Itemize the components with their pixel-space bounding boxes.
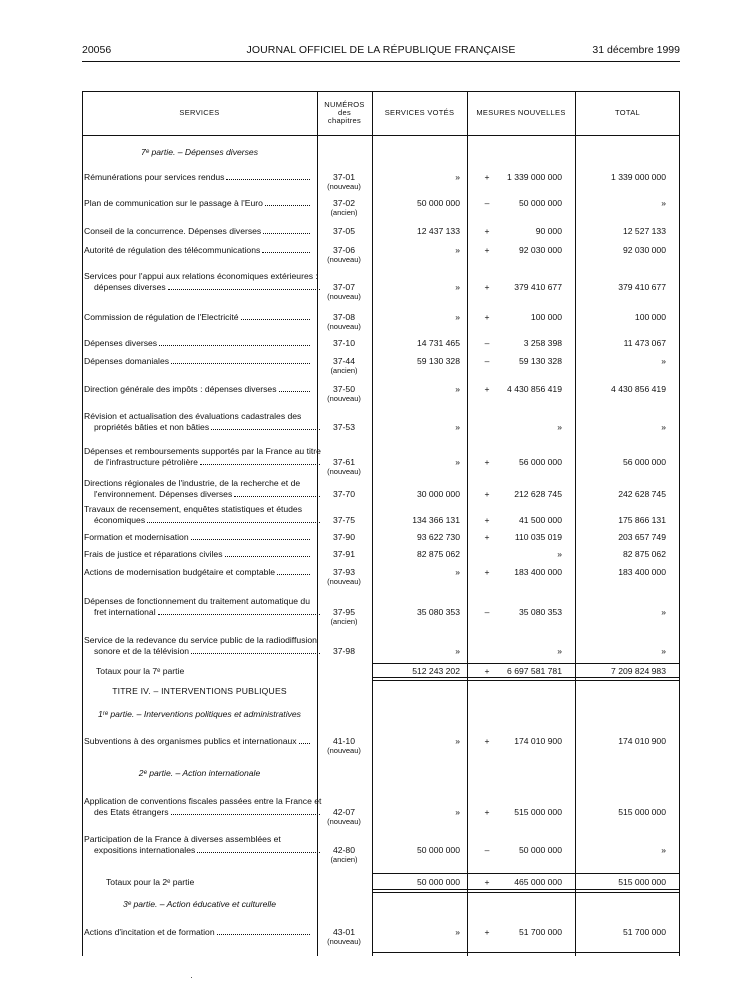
row-label: Dépenses de fonctionnement du traitement automatique du fret international xyxy=(84,596,310,617)
mesures-sign: – xyxy=(484,198,490,208)
row-label-cell xyxy=(84,504,324,526)
chapter-number: 37-90 xyxy=(333,532,355,542)
dot-leader xyxy=(241,313,311,320)
mesures-nouvelles-value: 1 339 000 000 xyxy=(507,172,562,182)
dot-leader xyxy=(277,568,310,575)
row-label: Actions de modernisation budgétaire et comptable xyxy=(84,567,276,577)
chapter-number: 37-53 xyxy=(333,422,355,432)
chapter-status: (nouveau) xyxy=(327,817,361,826)
total-rule xyxy=(467,663,575,664)
total-value: » xyxy=(661,422,666,432)
mesures-nouvelles-value: 183 400 000 xyxy=(514,567,562,577)
mesures-sign: + xyxy=(484,226,490,236)
total-value: 379 410 677 xyxy=(618,282,666,292)
dot-leader xyxy=(262,246,310,253)
total-value: 12 527 133 xyxy=(622,226,666,236)
dot-leader xyxy=(168,283,320,290)
chapter-status: (nouveau) xyxy=(327,394,361,403)
chapter-number: 42-07 xyxy=(333,807,355,817)
services-votes-value: 12 437 133 xyxy=(416,226,460,236)
chapter-number: 37-95 xyxy=(333,607,355,617)
services-votes-value: » xyxy=(455,172,460,182)
row-label-cell xyxy=(84,834,324,856)
chapter-number: 37-02 xyxy=(333,198,355,208)
row-label: Participation de la France à diverses assemblées et expositions internationales xyxy=(84,834,281,855)
column-header-services: SERVICES xyxy=(179,108,220,117)
chapter-status: (nouveau) xyxy=(327,577,361,586)
chapter-number-cell xyxy=(319,489,369,499)
mesures-nouvelles-value: 3 258 398 xyxy=(523,338,562,348)
chapter-status: (nouveau) xyxy=(327,746,361,755)
mesures-nouvelles-value: 50 000 000 xyxy=(518,198,562,208)
services-votes-value: » xyxy=(455,736,460,746)
mesures-nouvelles-value: 212 628 745 xyxy=(514,489,562,499)
services-votes-value: 14 731 465 xyxy=(416,338,460,348)
row-label-cell xyxy=(84,567,314,578)
total-value: » xyxy=(661,356,666,366)
total-votes: 512 243 202 xyxy=(412,666,460,676)
row-label: Formation et modernisation xyxy=(84,532,189,542)
total-label: Totaux pour la 7ᵉ partie xyxy=(96,666,185,676)
section-heading: 3ᵉ partie. – Action éducative et culturelle xyxy=(122,899,276,909)
services-votes-value: » xyxy=(455,927,460,937)
services-votes-value: » xyxy=(455,312,460,322)
total-value: » xyxy=(661,198,666,208)
dot-leader xyxy=(234,490,320,497)
chapter-number: 37-93 xyxy=(333,567,355,577)
row-label: Dépenses domaniales xyxy=(84,356,170,366)
chapter-status: (nouveau) xyxy=(327,467,361,476)
chapter-number-cell xyxy=(319,532,369,542)
total-value: 51 700 000 xyxy=(622,927,666,937)
total-value: 82 875 062 xyxy=(622,549,666,559)
chapter-status: (nouveau) xyxy=(327,255,361,264)
row-label: Rémunérations pour services rendus xyxy=(84,172,225,182)
total-rule xyxy=(372,663,467,664)
services-votes-value: 35 080 353 xyxy=(416,607,460,617)
section-heading: 2ᵉ partie. – Action internationale xyxy=(138,768,261,778)
total-value: » xyxy=(661,646,666,656)
dot-leader xyxy=(279,385,310,392)
dot-leader xyxy=(265,199,310,206)
row-label: Autorité de régulation des télécommunications xyxy=(84,245,261,255)
chapter-number-cell xyxy=(319,384,369,404)
services-votes-value: 30 000 000 xyxy=(416,489,460,499)
mesures-nouvelles-value: » xyxy=(557,422,562,432)
dot-leader xyxy=(299,737,310,744)
dot-leader xyxy=(200,458,320,465)
row-label: Plan de communication sur le passage à l'Euro xyxy=(84,198,263,208)
row-label-cell xyxy=(84,245,314,256)
mesures-sign: – xyxy=(484,845,490,855)
chapter-status: (ancien) xyxy=(330,855,358,864)
chapter-number: 42-80 xyxy=(333,845,355,855)
services-votes-value: » xyxy=(455,384,460,394)
chapter-number-cell xyxy=(319,845,369,865)
mesures-sign: + xyxy=(484,567,490,577)
chapter-number-cell xyxy=(319,567,369,587)
chapter-number-cell xyxy=(319,172,369,192)
dot-leader xyxy=(191,533,310,540)
dot-leader xyxy=(211,423,320,430)
mesures-sign: – xyxy=(484,607,490,617)
row-label-cell xyxy=(84,312,314,323)
chapter-number-cell xyxy=(319,282,369,302)
total-value: 92 030 000 xyxy=(622,245,666,255)
chapter-number: 37-10 xyxy=(333,338,355,348)
row-label-cell xyxy=(84,271,324,293)
header-rule xyxy=(82,61,680,62)
dot-leader xyxy=(171,357,310,364)
mesures-sign: + xyxy=(484,282,490,292)
row-label-cell xyxy=(84,927,314,938)
column-header-total: TOTAL xyxy=(615,108,640,117)
dot-leader xyxy=(225,550,310,557)
total-rule xyxy=(372,677,680,678)
row-label-cell xyxy=(84,411,324,433)
chapter-number-cell xyxy=(319,927,369,947)
chapter-number-cell xyxy=(319,245,369,265)
total-rule xyxy=(372,680,680,681)
chapter-number-cell xyxy=(319,646,369,656)
total-value: 203 657 749 xyxy=(618,532,666,542)
mesures-sign: + xyxy=(484,489,490,499)
mesures-nouvelles-value: 110 035 019 xyxy=(514,532,562,542)
row-label: Directions régionales de l'industrie, de la recherche et de l'environnement. Dépenses diverses xyxy=(84,478,301,499)
total-value: » xyxy=(661,845,666,855)
chapter-number: 37-75 xyxy=(333,515,355,525)
row-label: Commission de régulation de l'Electricité xyxy=(84,312,239,322)
mesures-nouvelles-value: 90 000 xyxy=(535,226,562,236)
chapter-number-cell xyxy=(319,807,369,827)
row-label-cell xyxy=(84,478,324,500)
mesures-nouvelles-value: 41 500 000 xyxy=(518,515,562,525)
column-divider xyxy=(575,91,576,956)
chapter-number-cell xyxy=(319,356,369,376)
chapter-number: 37-50 xyxy=(333,384,355,394)
dot-leader xyxy=(197,846,320,853)
dot-leader xyxy=(158,608,320,615)
chapter-number-cell xyxy=(319,422,369,432)
services-votes-value: 50 000 000 xyxy=(416,198,460,208)
journal-title: JOURNAL OFFICIEL DE LA RÉPUBLIQUE FRANÇAISE xyxy=(246,44,516,56)
row-label-cell xyxy=(84,796,324,818)
mesures-nouvelles-value: 100 000 xyxy=(530,312,562,322)
mesures-sign: + xyxy=(484,807,490,817)
services-votes-value: » xyxy=(455,807,460,817)
chapter-status: (ancien) xyxy=(330,208,358,217)
services-votes-value: » xyxy=(455,567,460,577)
total-value: 100 000 xyxy=(634,312,666,322)
header-row-rule xyxy=(82,135,680,136)
budget-table xyxy=(82,91,680,956)
row-label: Dépenses diverses xyxy=(84,338,158,348)
column-header-des: des xyxy=(338,108,351,117)
row-label: Conseil de la concurrence. Dépenses diverses xyxy=(84,226,262,236)
mesures-nouvelles-value: » xyxy=(557,549,562,559)
total-rule xyxy=(372,873,680,874)
mesures-nouvelles-value: 35 080 353 xyxy=(518,607,562,617)
total-total: 7 209 824 983 xyxy=(611,666,666,676)
row-label: Service de la redevance du service public de la radiodiffusion sonore et de la télévision xyxy=(84,635,317,656)
row-label: Révision et actualisation des évaluations cadastrales des propriétés bâties et non bâties xyxy=(84,411,302,432)
services-votes-value: 134 366 131 xyxy=(412,515,460,525)
row-label-cell xyxy=(84,736,314,747)
services-votes-value: » xyxy=(455,646,460,656)
chapter-number: 37-70 xyxy=(333,489,355,499)
column-divider xyxy=(467,91,468,956)
total-rule xyxy=(575,663,680,664)
total-value: 515 000 000 xyxy=(618,807,666,817)
chapter-number: 37-61 xyxy=(333,457,355,467)
row-label: Direction générale des impôts : dépenses diverses xyxy=(84,384,277,394)
row-label: Frais de justice et réparations civiles xyxy=(84,549,223,559)
chapter-number-cell xyxy=(319,312,369,332)
services-votes-value: 50 000 000 xyxy=(416,845,460,855)
mesures-nouvelles-value: 92 030 000 xyxy=(518,245,562,255)
dot-leader xyxy=(171,808,320,815)
chapter-status: (ancien) xyxy=(330,617,358,626)
total-value: 4 430 856 419 xyxy=(611,384,666,394)
total-value: 11 473 067 xyxy=(623,338,666,348)
row-label-cell xyxy=(84,338,314,349)
services-votes-value: 93 622 730 xyxy=(416,532,460,542)
total-votes: 50 000 000 xyxy=(416,877,460,887)
mesures-sign: + xyxy=(484,245,490,255)
chapter-number: 37-44 xyxy=(333,356,355,366)
total-value: 175 866 131 xyxy=(618,515,666,525)
total-value: » xyxy=(661,607,666,617)
row-label-cell xyxy=(84,635,324,657)
total-value: 183 400 000 xyxy=(618,567,666,577)
total-rule xyxy=(372,892,680,893)
row-label: Services pour l'appui aux relations économiques extérieures : dépenses diverses xyxy=(84,271,318,292)
total-mesures: 6 697 581 781 xyxy=(507,666,562,676)
row-label-cell xyxy=(84,596,324,618)
row-label-cell xyxy=(84,172,314,183)
mesures-sign: + xyxy=(484,172,490,182)
chapter-number: 37-98 xyxy=(333,646,355,656)
row-label-cell xyxy=(84,198,314,209)
chapter-number: 41-10 xyxy=(333,736,355,746)
mesures-nouvelles-value: 56 000 000 xyxy=(518,457,562,467)
row-label: Application de conventions fiscales passées entre la France et des Etats étrangers xyxy=(84,796,322,817)
chapter-status: (ancien) xyxy=(330,366,358,375)
chapter-number-cell xyxy=(319,736,369,756)
chapter-number: 43-01 xyxy=(333,927,355,937)
column-header-mesures: MESURES NOUVELLES xyxy=(476,108,566,117)
mesures-nouvelles-value: 51 700 000 xyxy=(518,927,562,937)
mesures-nouvelles-value: 379 410 677 xyxy=(514,282,562,292)
column-header-chapitres-label: chapitres xyxy=(327,116,362,125)
chapter-status: (nouveau) xyxy=(327,322,361,331)
row-label: Actions d'incitation et de formation xyxy=(84,927,215,937)
total-value: 1 339 000 000 xyxy=(611,172,666,182)
mesures-sign: + xyxy=(484,457,490,467)
chapter-number: 37-07 xyxy=(333,282,355,292)
dot-leader xyxy=(191,647,320,654)
services-votes-value: 82 875 062 xyxy=(416,549,460,559)
total-sign: + xyxy=(484,666,490,676)
mesures-sign: + xyxy=(484,312,490,322)
chapter-number-cell xyxy=(319,515,369,525)
mesures-sign: + xyxy=(484,384,490,394)
chapter-number: 37-08 xyxy=(333,312,355,322)
row-label-cell xyxy=(84,356,314,367)
services-votes-value: » xyxy=(455,245,460,255)
dot-leader xyxy=(263,227,310,234)
dot-leader xyxy=(217,928,310,935)
chapter-status: (nouveau) xyxy=(327,292,361,301)
row-label: Dépenses et remboursements supportés par la France au titre de l'infrastructure pétrolière xyxy=(84,446,321,467)
total-total: 515 000 000 xyxy=(618,877,666,887)
row-label-cell xyxy=(84,532,314,543)
bottom-rule xyxy=(372,952,680,953)
chapter-number-cell xyxy=(319,607,369,627)
row-label-cell xyxy=(84,384,314,395)
mesures-sign: – xyxy=(484,356,490,366)
scan-speck xyxy=(191,977,192,978)
total-sign: + xyxy=(484,877,490,887)
mesures-nouvelles-value: 59 130 328 xyxy=(518,356,562,366)
row-label: Subventions à des organismes publics et internationaux xyxy=(84,736,297,746)
total-rule xyxy=(372,889,680,890)
mesures-nouvelles-value: » xyxy=(557,646,562,656)
services-votes-value: 59 130 328 xyxy=(416,356,460,366)
services-votes-value: » xyxy=(455,422,460,432)
services-votes-value: » xyxy=(455,282,460,292)
chapter-number: 37-05 xyxy=(333,226,355,236)
row-label-cell xyxy=(84,549,314,560)
mesures-sign: + xyxy=(484,927,490,937)
chapter-number-cell xyxy=(319,198,369,218)
row-label-cell xyxy=(84,226,314,237)
mesures-sign: + xyxy=(484,515,490,525)
mesures-nouvelles-value: 174 010 900 xyxy=(514,736,562,746)
total-value: 242 628 745 xyxy=(618,489,666,499)
column-header-chapitres xyxy=(317,91,372,135)
page-header xyxy=(82,44,680,60)
mesures-nouvelles-value: 4 430 856 419 xyxy=(507,384,562,394)
total-mesures: 465 000 000 xyxy=(514,877,562,887)
chapter-number-cell xyxy=(319,549,369,559)
column-header-numeros: NUMÉROS xyxy=(324,100,365,109)
chapter-number-cell xyxy=(319,457,369,477)
chapter-status: (nouveau) xyxy=(327,937,361,946)
chapter-number: 37-06 xyxy=(333,245,355,255)
services-votes-value: » xyxy=(455,457,460,467)
column-header-votes: SERVICES VOTÉS xyxy=(384,108,455,117)
mesures-sign: + xyxy=(484,736,490,746)
publication-date: 31 décembre 1999 xyxy=(592,44,680,56)
mesures-nouvelles-value: 515 000 000 xyxy=(514,807,562,817)
total-value: 56 000 000 xyxy=(622,457,666,467)
dot-leader xyxy=(147,516,320,523)
chapter-number-cell xyxy=(319,226,369,236)
title-heading: TITRE IV. – INTERVENTIONS PUBLIQUES xyxy=(112,686,287,696)
total-value: 174 010 900 xyxy=(618,736,666,746)
section-heading: 7ᵉ partie. – Dépenses diverses xyxy=(140,147,259,157)
mesures-sign: – xyxy=(484,338,490,348)
chapter-number-cell xyxy=(319,338,369,348)
mesures-sign: + xyxy=(484,532,490,542)
total-label: Totaux pour la 2ᵉ partie xyxy=(106,877,195,887)
chapter-status: (nouveau) xyxy=(327,182,361,191)
chapter-number: 37-01 xyxy=(333,172,355,182)
row-label: Travaux de recensement, enquêtes statistiques et études économiques xyxy=(84,504,302,525)
row-label-cell xyxy=(84,446,324,468)
dot-leader xyxy=(159,339,310,346)
section-heading: 1ʳᵉ partie. – Interventions politiques et administratives xyxy=(98,709,301,719)
chapter-number: 37-91 xyxy=(333,549,355,559)
dot-leader xyxy=(226,173,310,180)
page-number: 20056 xyxy=(82,44,112,56)
mesures-nouvelles-value: 50 000 000 xyxy=(518,845,562,855)
